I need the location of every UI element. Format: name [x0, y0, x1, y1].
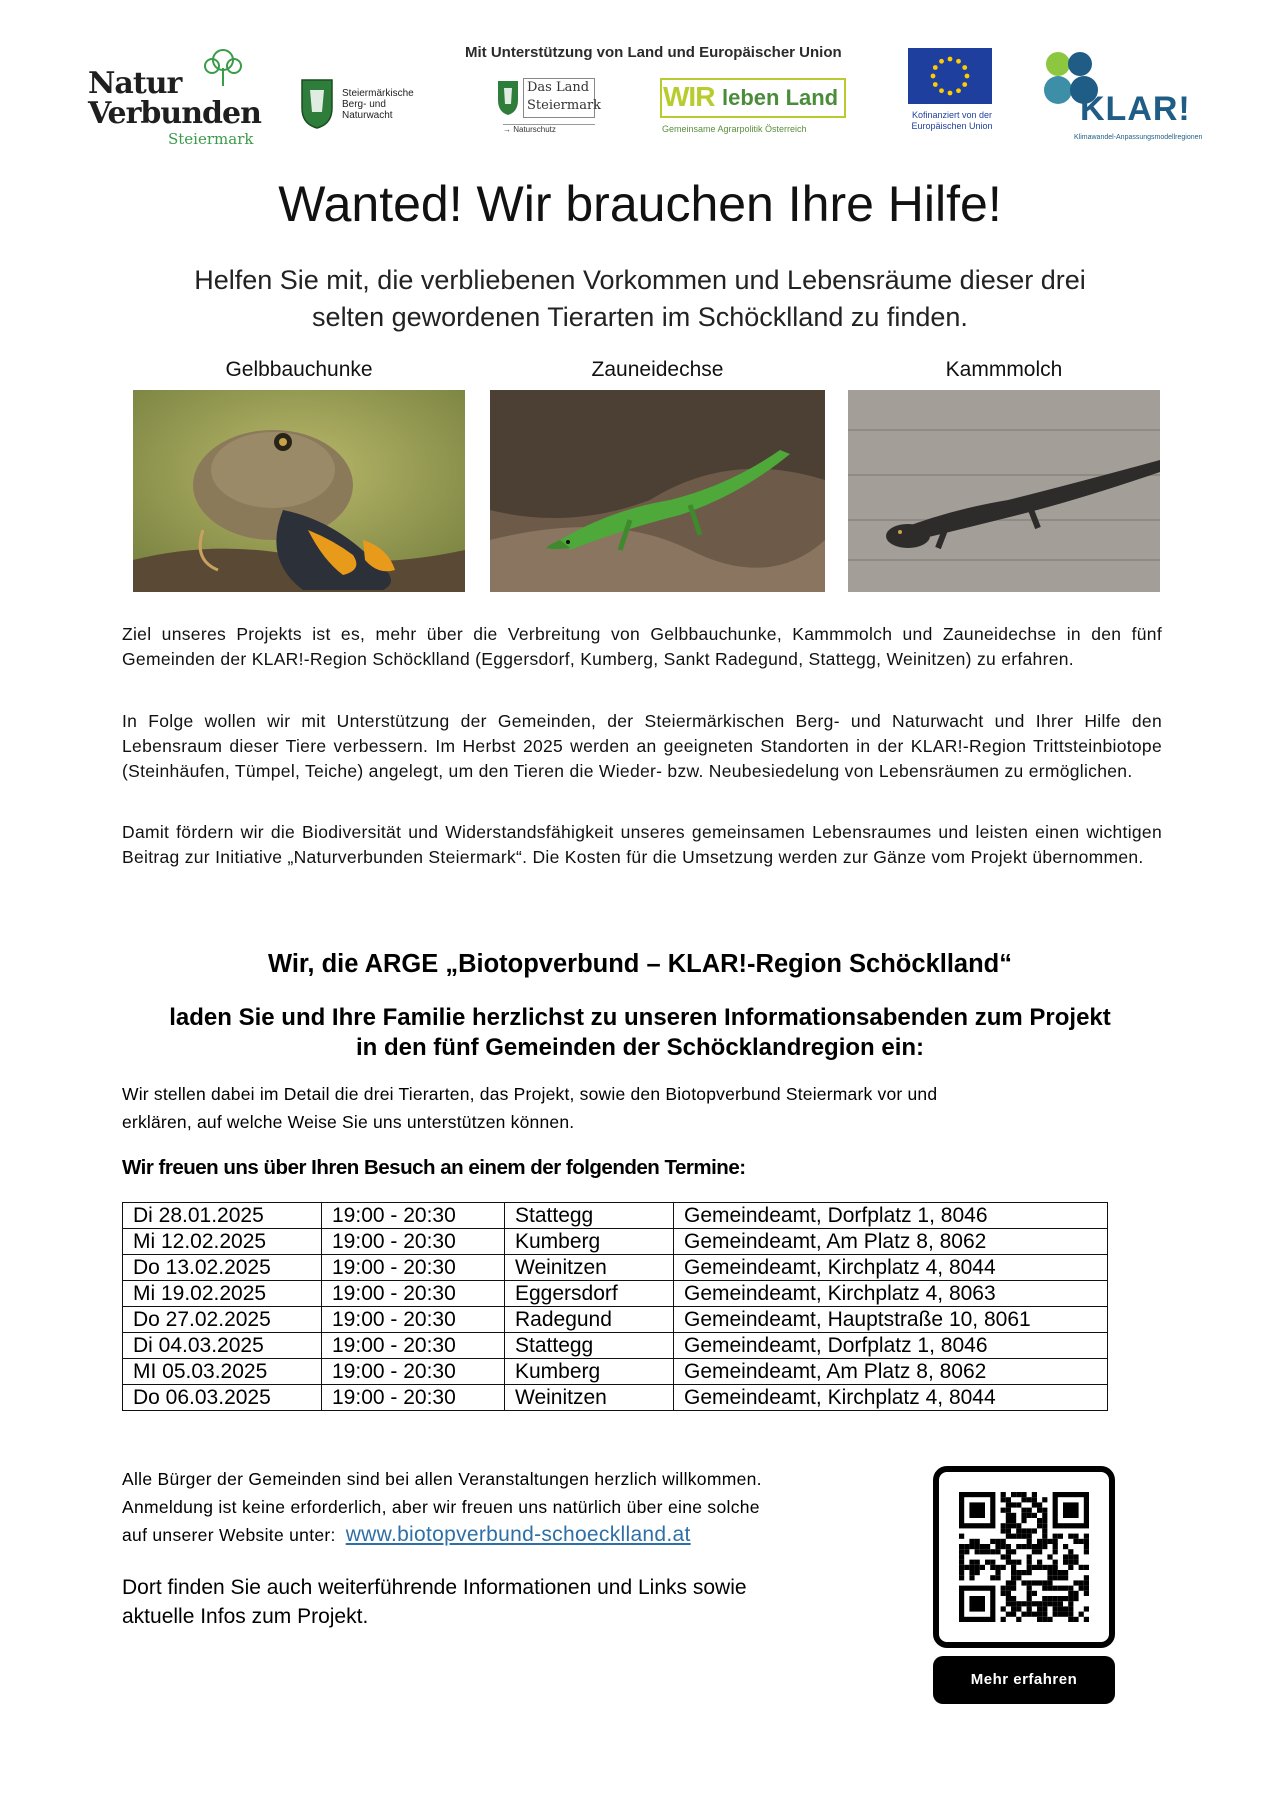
address-cell: Gemeindeamt, Am Platz 8, 8062: [674, 1229, 1108, 1255]
date-cell: Do 13.02.2025: [123, 1255, 322, 1281]
dates-table: [122, 1202, 1108, 1411]
logo-text: Steiermärkische Berg- und Naturwacht: [342, 88, 414, 121]
bergwacht-logo: [300, 76, 445, 134]
time-cell: 19:00 - 20:30: [322, 1359, 505, 1385]
date-cell: MI 05.03.2025: [123, 1359, 322, 1385]
shield-icon: [497, 80, 519, 116]
table-row: [123, 1229, 1108, 1255]
table-row: [123, 1333, 1108, 1359]
photo-kammmolch: [848, 390, 1160, 592]
logo-text: KLAR!: [1080, 90, 1191, 128]
logo-subtext: → Naturschutz: [503, 124, 595, 134]
logo-subtext: Klimawandel-Anpassungsmodellregionen: [1074, 134, 1203, 141]
intro-text: Helfen Sie mit, die verbliebenen Vorkommen und Lebensräume dieser drei selten gewordenen Tierarten im Schöcklland zu finden.: [194, 265, 1086, 332]
tree-icon: [198, 48, 248, 88]
address-cell: Gemeindeamt, Kirchplatz 4, 8063: [674, 1281, 1108, 1307]
place-cell: Weinitzen: [505, 1255, 674, 1281]
place-cell: Radegund: [505, 1307, 674, 1333]
address-cell: Gemeindeamt, Dorfplatz 1, 8046: [674, 1203, 1108, 1229]
klar-logo: [1040, 50, 1230, 150]
wir-leben-land-logo: [660, 78, 850, 140]
place-cell: Stattegg: [505, 1203, 674, 1229]
invite-text: Wir stellen dabei im Detail die drei Tierarten, das Projekt, sowie den Biotopverbund Steiermark vor und erklären, auf welche Weise Sie uns unterstützen können.: [122, 1084, 938, 1132]
logo-text: Natur: [88, 66, 182, 101]
invite-subtitle: laden Sie und Ihre Familie herzlichst zu unseren Informationsabenden zum Projekt in den fünf Gemeinden der Schöcklandregion ein:: [169, 1004, 1111, 1061]
photo-gelbbauchunke: [133, 390, 465, 592]
paragraph: In Folge wollen wir mit Unterstützung der Gemeinden, der Steiermärkischen Berg- und Naturwacht und Ihrer Hilfe den Lebensraum dieser Tiere verbessern. Im Herbst 2025 werden an geeigneten Standorten in der KLAR!-Region Trittsteinbiotope (Steinhäufen, Tümpel, Teiche) angelegt, um den Tieren die Wieder- bzw. Neubesiedelung von Lebensräumen zu ermöglichen.: [122, 711, 1162, 781]
logo-subtext: Kofinanziert von der Europäischen Union: [911, 110, 993, 131]
logo-text: Steiermark: [168, 130, 254, 148]
date-cell: Di 28.01.2025: [123, 1203, 322, 1229]
address-cell: Gemeindeamt, Hauptstraße 10, 8061: [674, 1307, 1108, 1333]
place-cell: Kumberg: [505, 1229, 674, 1255]
address-cell: Gemeindeamt, Kirchplatz 4, 8044: [674, 1255, 1108, 1281]
address-cell: Gemeindeamt, Dorfplatz 1, 8046: [674, 1333, 1108, 1359]
dates-heading: Wir freuen uns über Ihren Besuch an einem der folgenden Termine:: [122, 1156, 746, 1179]
footer-more-text: Dort finden Sie auch weiterführende Informationen und Links sowie aktuelle Infos zum Projekt.: [122, 1576, 747, 1628]
species-label: Kammmolch: [945, 358, 1063, 381]
paragraph: Ziel unseres Projekts ist es, mehr über die Verbreitung von Gelbbauchunke, Kammmolch und Zauneidechse in den fünf Gemeinden der KLAR!-Region Schöcklland (Eggersdorf, Kumberg, Sankt Radegund, Stattegg, Weinitzen) zu erfahren.: [122, 624, 1162, 669]
place-cell: Eggersdorf: [505, 1281, 674, 1307]
time-cell: 19:00 - 20:30: [322, 1203, 505, 1229]
date-cell: Mi 19.02.2025: [123, 1281, 322, 1307]
table-row: [123, 1385, 1108, 1411]
species-label: Gelbbauchunke: [225, 358, 373, 381]
time-cell: 19:00 - 20:30: [322, 1333, 505, 1359]
date-cell: Di 04.03.2025: [123, 1333, 322, 1359]
time-cell: 19:00 - 20:30: [322, 1385, 505, 1411]
time-cell: 19:00 - 20:30: [322, 1307, 505, 1333]
time-cell: 19:00 - 20:30: [322, 1281, 505, 1307]
time-cell: 19:00 - 20:30: [322, 1229, 505, 1255]
table-row: [123, 1307, 1108, 1333]
page-title: Wanted! Wir brauchen Ihre Hilfe!: [278, 176, 1002, 232]
naturverbunden-logo: [88, 48, 261, 148]
photo-zauneidechse: [490, 390, 825, 592]
address-cell: Gemeindeamt, Am Platz 8, 8062: [674, 1359, 1108, 1385]
land-steiermark-logo: [497, 76, 601, 138]
table-row: [123, 1203, 1108, 1229]
website-link[interactable]: www.biotopverbund-schoecklland.at: [345, 1523, 691, 1546]
shield-icon: [300, 78, 334, 130]
logo-text: leben Land: [722, 85, 839, 110]
logo-subtext: Gemeinsame Agrarpolitik Österreich: [662, 124, 807, 134]
date-cell: Do 06.03.2025: [123, 1385, 322, 1411]
address-cell: Gemeindeamt, Kirchplatz 4, 8044: [674, 1385, 1108, 1411]
date-cell: Mi 12.02.2025: [123, 1229, 322, 1255]
eu-flag-icon: [908, 48, 992, 104]
support-caption: Mit Unterstützung von Land und Europäischer Union: [465, 44, 842, 61]
qr-code[interactable]: [933, 1466, 1115, 1648]
eu-logo: [903, 48, 999, 143]
table-row: [123, 1359, 1108, 1385]
date-cell: Do 27.02.2025: [123, 1307, 322, 1333]
time-cell: 19:00 - 20:30: [322, 1255, 505, 1281]
table-row: [123, 1255, 1108, 1281]
place-cell: Kumberg: [505, 1359, 674, 1385]
paragraph: Damit fördern wir die Biodiversität und Widerstandsfähigkeit unseres gemeinsamen Lebensraumes und leisten einen wichtigen Beitrag zur Initiative „Naturverbunden Steiermark“. Die Kosten für die Umsetzung werden zur Gänze vom Projekt übernommen.: [122, 822, 1162, 867]
table-row: [123, 1281, 1108, 1307]
logo-text: Das Land Steiermark: [523, 78, 595, 118]
place-cell: Weinitzen: [505, 1385, 674, 1411]
logo-text: WIR: [663, 81, 715, 112]
mehr-erfahren-button[interactable]: Mehr erfahren: [933, 1656, 1115, 1704]
footer-text: Alle Bürger der Gemeinden sind bei allen Veranstaltungen herzlich willkommen. Anmeldung ist keine erforderlich, aber wir freuen uns natürlich über eine solche auf unserer Website unter: www.biotopverbund-schoecklland.at: [122, 1469, 762, 1546]
place-cell: Stattegg: [505, 1333, 674, 1359]
invite-title: Wir, die ARGE „Biotopverbund – KLAR!-Region Schöcklland“: [267, 950, 1013, 978]
logo-text: Verbunden: [88, 96, 261, 131]
species-label: Zauneidechse: [591, 358, 724, 381]
